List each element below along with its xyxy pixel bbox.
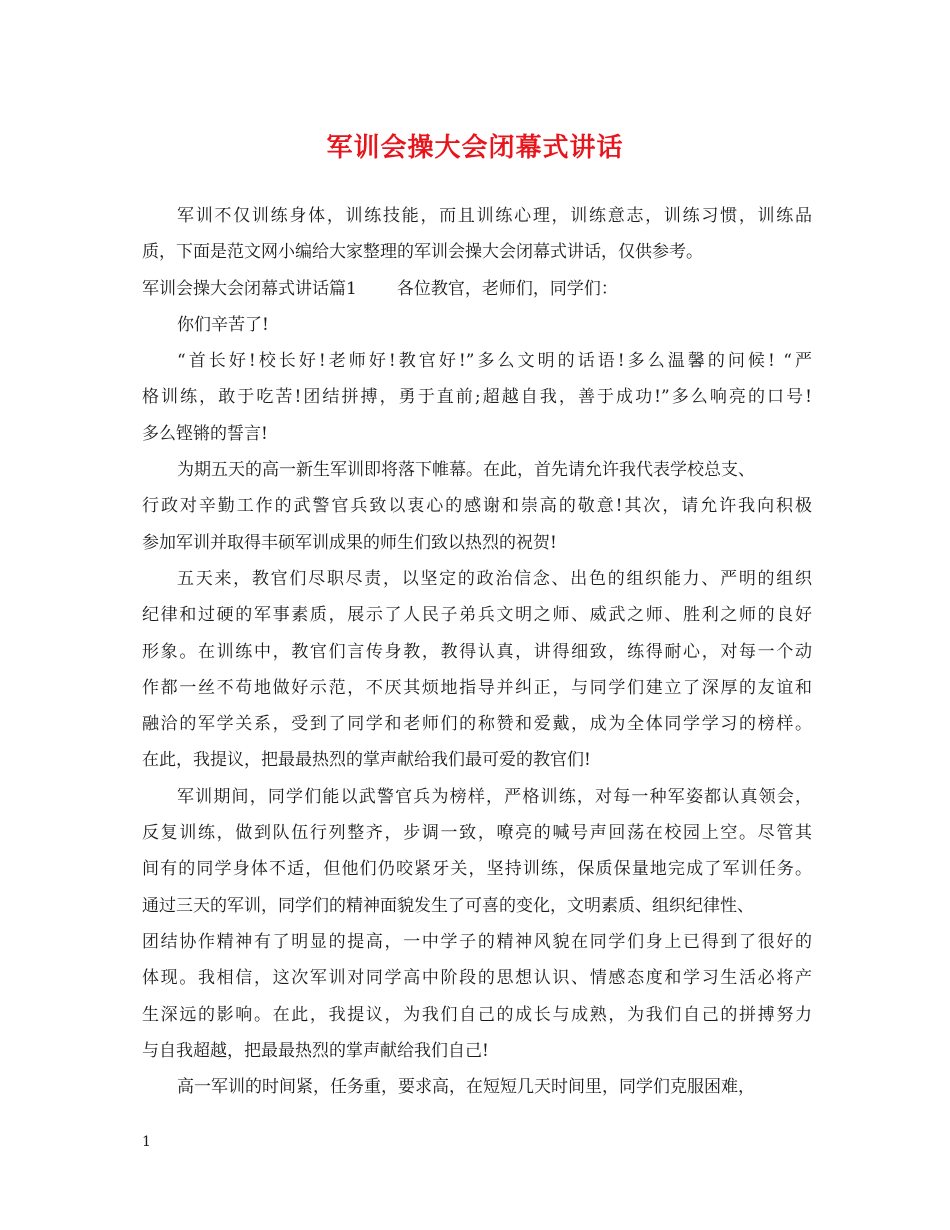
page-number: 1: [142, 1134, 151, 1150]
section-heading: 军训会操大会闭幕式讲话篇1: [142, 278, 357, 299]
paragraph-line: 通过三天的军训，同学们的精神面貌发生了可喜的变化，文明素质、组织纪律性、: [142, 895, 754, 916]
paragraph-line: 五天来，教官们尽职尽责，以坚定的政治信念、出色的组织能力、严明的组织: [177, 568, 812, 589]
paragraph-line: 为期五天的高一新生军训即将落下帷幕。在此，首先请允许我代表学校总支、: [177, 460, 755, 481]
greeting: 你们辛苦了!: [177, 314, 269, 335]
paragraph-line: 行政对辛勤工作的武警官兵致以衷心的感谢和崇高的敬意!其次，请允许我向积极: [142, 496, 812, 517]
paragraph-line: 高一军训的时间紧，任务重，要求高，在短短几天时间里，同学们克服困难，: [177, 1077, 755, 1098]
salutation: 各位教官，老师们，同学们：: [396, 278, 618, 299]
paragraph-line: 与自我超越，把最最热烈的掌声献给我们自己!: [142, 1040, 489, 1061]
document-title: 军训会操大会闭幕式讲话: [326, 133, 624, 163]
paragraph-line: 在此，我提议，把最最热烈的掌声献给我们最可爱的教官们!: [142, 750, 591, 771]
paragraph-line: 团结协作精神有了明显的提高，一中学子的精神风貌在同学们身上已得到了很好的: [142, 931, 812, 952]
paragraph-line: 反复训练，做到队伍行列整齐，步调一致，嘹亮的喊号声回荡在校园上空。尽管其: [142, 823, 812, 844]
intro-line: 质，下面是范文网小编给大家整理的军训会操大会闭幕式讲话，仅供参考。: [142, 242, 703, 263]
section-heading-line: [142, 271, 812, 307]
paragraph-line: 军训期间，同学们能以武警官兵为榜样，严格训练，对每一种军姿都认真领会，: [177, 786, 812, 807]
paragraph-line: “首长好!校长好!老师好!教官好!”多么文明的话语!多么温馨的问候! “严: [177, 351, 812, 372]
paragraph-line: 纪律和过硬的军事素质，展示了人民子弟兵文明之师、威武之师、胜利之师的良好: [142, 605, 812, 626]
intro-line: 军训不仅训练身体，训练技能，而且训练心理，训练意志，训练习惯，训练品: [177, 206, 812, 226]
paragraph-line: 多么铿锵的誓言!: [142, 423, 268, 444]
paragraph-line: 体现。我相信，这次军训对同学高中阶段的思想认识、情感态度和学习生活必将产: [142, 968, 812, 989]
paragraph-line: 参加军训并取得丰硕军训成果的师生们致以热烈的祝贺!: [142, 532, 557, 553]
paragraph-line: 间有的同学身体不适，但他们仍咬紧牙关，坚持训练，保质保量地完成了军训任务。: [142, 859, 812, 880]
paragraph-line: 作都一丝不苟地做好示范，不厌其烦地指导并纠正，与同学们建立了深厚的友谊和: [142, 677, 812, 698]
paragraph-line: 形象。在训练中，教官们言传身教，教得认真，讲得细致，练得耐心，对每一个动: [142, 641, 812, 662]
paragraph-line: 融洽的军学关系，受到了同学和老师们的称赞和爱戴，成为全体同学学习的榜样。: [142, 714, 812, 735]
paragraph-line: 格训练，敢于吃苦!团结拼搏，勇于直前;超越自我，善于成功!”多么响亮的口号!: [142, 387, 812, 408]
document-body: [142, 198, 812, 1105]
paragraph-line: 生深远的影响。在此，我提议，为我们自己的成长与成熟，为我们自己的拼搏努力: [142, 1004, 812, 1025]
